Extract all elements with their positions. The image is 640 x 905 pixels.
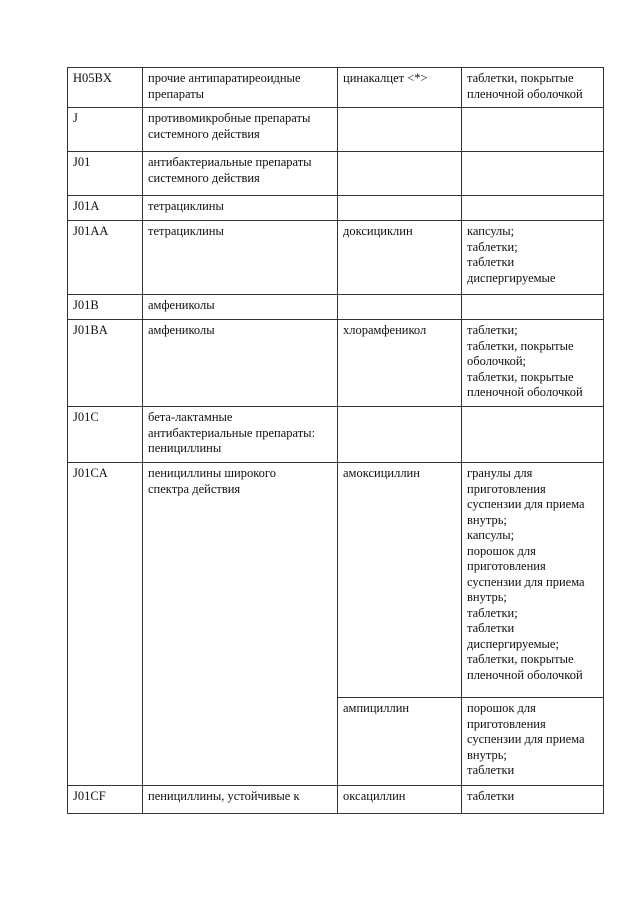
atc-code-cell: H05BX: [68, 68, 143, 108]
group-line: антибактериальные препараты:: [148, 425, 316, 440]
group-line: пенициллины, устойчивые к: [148, 789, 300, 803]
dosage-form-cell: [462, 108, 604, 152]
table-row: [68, 463, 604, 698]
form-line: пленочной оболочкой: [467, 86, 583, 101]
group-line: тетрациклины: [148, 224, 224, 238]
group-line: антибактериальные препараты: [148, 155, 312, 169]
drug-name-cell: [338, 196, 462, 221]
medication-table: [67, 67, 604, 814]
dosage-form-cell: [462, 152, 604, 196]
atc-code-cell: J01C: [68, 407, 143, 463]
form-line: таблетки: [467, 789, 515, 803]
drug-name-cell: [338, 407, 462, 463]
drug-name-cell: [338, 108, 462, 152]
atc-code-cell: J01A: [68, 196, 143, 221]
group-line: тетрациклины: [148, 199, 224, 213]
drug-name-cell: доксициклин: [338, 221, 462, 295]
dosage-form-cell: [462, 786, 604, 814]
form-line: приготовления: [467, 559, 546, 573]
form-line: суспензии для приема: [467, 574, 585, 589]
form-line: таблетки: [467, 621, 515, 635]
form-line: капсулы;: [467, 528, 515, 542]
group-line: системного действия: [148, 126, 260, 141]
form-line: внутрь;: [467, 512, 507, 527]
group-line: бета-лактамные: [148, 410, 233, 424]
form-line: суспензии для приема: [467, 732, 585, 746]
group-line: пенициллины широкого: [148, 466, 276, 480]
group-line: пенициллины: [148, 441, 222, 455]
form-line: пленочной оболочкой: [467, 385, 583, 399]
form-line: таблетки;: [467, 605, 518, 620]
atc-code-cell: J01CA: [68, 463, 143, 786]
dosage-form-cell: [462, 698, 604, 786]
form-line: таблетки;: [467, 239, 518, 254]
dosage-form-cell: [462, 68, 604, 108]
dosage-form-cell: [462, 463, 604, 698]
drug-name-cell: амоксициллин: [338, 463, 462, 698]
group-line: системного действия: [148, 170, 260, 185]
form-line: оболочкой;: [467, 354, 526, 368]
dosage-form-cell: [462, 295, 604, 320]
table-row: [68, 152, 604, 196]
atc-code-cell: J01AA: [68, 221, 143, 295]
form-line: суспензии для приема: [467, 497, 585, 511]
form-line: диспергируемые;: [467, 636, 559, 651]
form-line: гранулы для: [467, 466, 533, 480]
form-line: таблетки;: [467, 323, 518, 337]
form-line: таблетки, покрытые: [467, 369, 574, 384]
group-cell: [143, 786, 338, 814]
group-cell: [143, 196, 338, 221]
group-cell: [143, 221, 338, 295]
atc-code-cell: J: [68, 108, 143, 152]
group-line: противомикробные препараты: [148, 111, 311, 125]
dosage-form-cell: [462, 221, 604, 295]
group-line: препараты: [148, 86, 205, 101]
group-cell: [143, 407, 338, 463]
atc-code-cell: J01: [68, 152, 143, 196]
form-line: диспергируемые: [467, 270, 556, 285]
form-line: приготовления: [467, 716, 546, 731]
group-line: спектра действия: [148, 481, 241, 496]
form-line: таблетки: [467, 255, 515, 269]
form-line: капсулы;: [467, 224, 515, 238]
table-row: [68, 221, 604, 295]
group-cell: [143, 152, 338, 196]
table-row: [68, 68, 604, 108]
table-row: [68, 786, 604, 814]
form-line: таблетки, покрытые: [467, 338, 574, 353]
atc-code-cell: J01BA: [68, 320, 143, 407]
form-line: порошок для: [467, 543, 536, 558]
form-line: пленочной оболочкой: [467, 667, 583, 682]
drug-name-cell: ампициллин: [338, 698, 462, 786]
group-line: прочие антипаратиреоидные: [148, 71, 301, 85]
group-cell: [143, 68, 338, 108]
dosage-form-cell: [462, 320, 604, 407]
group-cell: [143, 463, 338, 786]
form-line: таблетки, покрытые: [467, 71, 574, 85]
drug-name-cell: хлорамфеникол: [338, 320, 462, 407]
group-cell: [143, 320, 338, 407]
group-line: амфениколы: [148, 298, 215, 312]
form-line: внутрь;: [467, 747, 507, 762]
group-cell: [143, 108, 338, 152]
form-line: таблетки: [467, 763, 515, 777]
dosage-form-cell: [462, 196, 604, 221]
form-line: порошок для: [467, 701, 536, 715]
table-row: [68, 295, 604, 320]
drug-name-cell: [338, 152, 462, 196]
form-line: приготовления: [467, 481, 546, 496]
table-row: [68, 320, 604, 407]
table-row: [68, 196, 604, 221]
drug-name-cell: цинакалцет <*>: [338, 68, 462, 108]
group-line: амфениколы: [148, 323, 215, 337]
table-row: [68, 108, 604, 152]
form-line: внутрь;: [467, 590, 507, 604]
form-line: таблетки, покрытые: [467, 652, 574, 666]
group-cell: [143, 295, 338, 320]
table-row: [68, 407, 604, 463]
dosage-form-cell: [462, 407, 604, 463]
atc-code-cell: J01CF: [68, 786, 143, 814]
drug-name-cell: оксациллин: [338, 786, 462, 814]
drug-name-cell: [338, 295, 462, 320]
atc-code-cell: J01B: [68, 295, 143, 320]
